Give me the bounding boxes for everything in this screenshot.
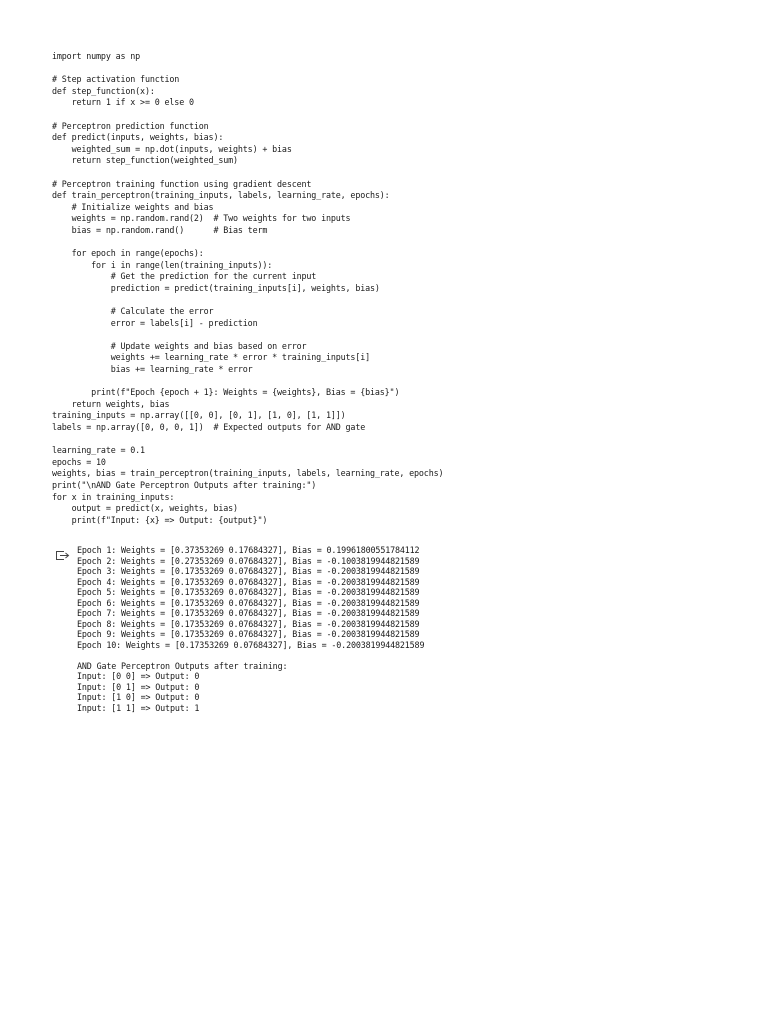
code-line: epochs = 10 [52,456,106,467]
code-line: output = predict(x, weights, bias) [52,503,238,514]
code-line: # Calculate the error [52,306,214,317]
output-line: Epoch 10: Weights = [0.17353269 0.07684327], Bias = -0.2003819944821589 [77,639,425,650]
output-line: Epoch 7: Weights = [0.17353269 0.07684327], Bias = -0.2003819944821589 [77,608,420,618]
code-line: print("\nAND Gate Perceptron Outputs after training:") [52,479,317,490]
output-line: Input: [1 1] => Output: 1 [77,702,200,713]
output-line: Epoch 3: Weights = [0.17353269 0.07684327], Bias = -0.2003819944821589 [77,566,420,576]
code-line: print(f"Input: {x} => Output: {output}") [52,514,268,525]
code-line: print(f"Epoch {epoch + 1}: Weights = {weights}, Bias = {bias}") [52,387,400,398]
code-line: prediction = predict(training_inputs[i], weights, bias) [52,282,380,293]
code-line [52,329,752,341]
code-line: # Get the prediction for the current input [52,271,317,282]
code-line: return step_function(weighted_sum) [52,155,238,166]
code-line: for i in range(len(training_inputs)): [52,259,273,270]
output-line: Epoch 4: Weights = [0.17353269 0.07684327], Bias = -0.2003819944821589 [77,576,420,587]
code-line: # Perceptron training function using gradient descent [52,178,312,189]
output-line: Epoch 2: Weights = [0.27353269 0.07684327], Bias = -0.1003819944821589 [77,555,420,566]
output-line: AND Gate Perceptron Outputs after training: [77,660,288,671]
code-line: return 1 if x >= 0 else 0 [52,97,194,108]
output-line: Epoch 8: Weights = [0.17353269 0.07684327], Bias = -0.2003819944821589 [77,618,420,629]
code-line: training_inputs = np.array([[0, 0], [0, 1], [1, 0], [1, 1]]) [52,410,346,421]
code-line: # Update weights and bias based on error [52,340,307,351]
code-line: for epoch in range(epochs): [52,248,204,259]
code-line [52,376,752,388]
code-block [52,51,752,526]
code-line [52,109,752,121]
code-line: error = labels[i] - prediction [52,317,258,328]
output-line: Epoch 6: Weights = [0.17353269 0.07684327], Bias = -0.2003819944821589 [77,597,420,608]
code-line: learning_rate = 0.1 [52,445,145,456]
output-line [77,650,737,661]
output-text [77,545,737,713]
code-line: weights, bias = train_perceptron(training_inputs, labels, learning_rate, epochs) [52,468,444,479]
code-line: # Initialize weights and bias [52,201,214,212]
output-line: Input: [1 0] => Output: 0 [77,692,200,702]
code-line: return weights, bias [52,398,170,409]
code-line: def step_function(x): [52,85,155,96]
code-line: for x in training_inputs: [52,491,175,502]
output-line: Epoch 9: Weights = [0.17353269 0.07684327], Bias = -0.2003819944821589 [77,629,420,639]
code-line [52,237,752,249]
code-line [52,434,752,446]
output-toggle-icon[interactable] [55,546,71,557]
code-line: weights += learning_rate * error * training_inputs[i] [52,352,370,363]
code-line: # Perceptron prediction function [52,120,209,131]
code-line: bias = np.random.rand() # Bias term [52,224,268,235]
code-line: import numpy as np [52,51,141,61]
code-line: bias += learning_rate * error [52,364,253,375]
code-line [52,294,752,306]
output-line: Input: [0 1] => Output: 0 [77,681,200,692]
output-line: Epoch 1: Weights = [0.37353269 0.17684327], Bias = 0.19961800551784112 [77,545,420,555]
output-line: Input: [0 0] => Output: 0 [77,671,200,681]
code-line: weighted_sum = np.dot(inputs, weights) + bias [52,143,292,154]
code-line: def predict(inputs, weights, bias): [52,132,224,143]
code-line: labels = np.array([0, 0, 0, 1]) # Expected outputs for AND gate [52,422,366,432]
code-line [52,63,752,75]
code-line: def train_perceptron(training_inputs, labels, learning_rate, epochs): [52,190,390,201]
code-line: weights = np.random.rand(2) # Two weights for two inputs [52,213,351,224]
code-line [52,167,752,179]
code-line: # Step activation function [52,74,180,85]
output-line: Epoch 5: Weights = [0.17353269 0.07684327], Bias = -0.2003819944821589 [77,587,420,597]
